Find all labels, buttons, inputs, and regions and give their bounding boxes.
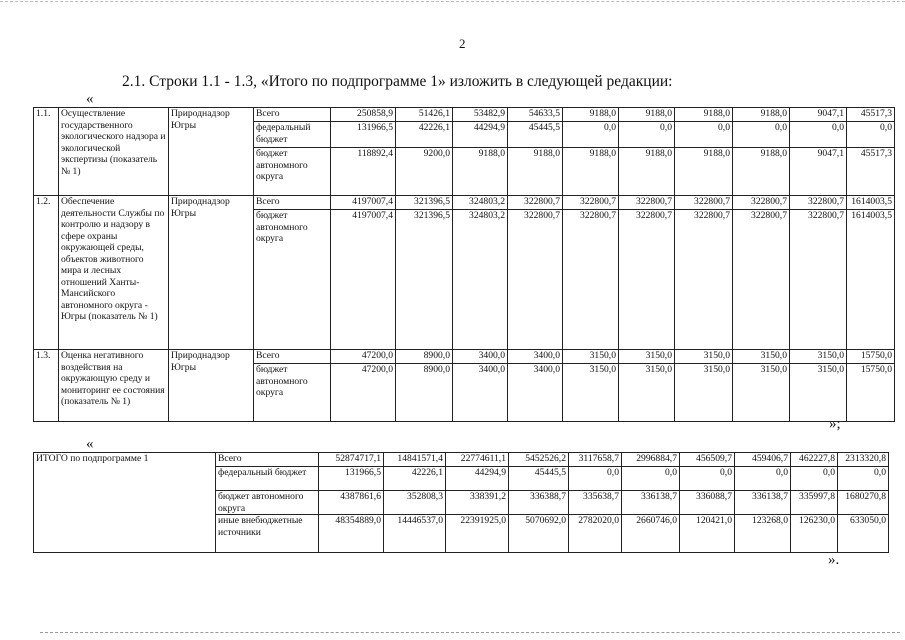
amount-cell: 51426,1 bbox=[396, 108, 453, 122]
total-table bbox=[33, 452, 889, 553]
amount-cell: 5070692,0 bbox=[509, 515, 569, 553]
amount-cell: 4197007,4 bbox=[331, 210, 396, 350]
row-name: Осуществление государственного экологического надзора и экологической экспертизы (показатель № 1) bbox=[59, 108, 169, 196]
close-quote-2: ». bbox=[828, 552, 840, 568]
open-quote-1: « bbox=[86, 91, 94, 107]
amount-cell: 1614003,5 bbox=[847, 210, 895, 350]
amount-cell: 131966,5 bbox=[319, 467, 384, 491]
amount-cell: 3400,0 bbox=[453, 364, 508, 422]
row-num: 1.2. bbox=[34, 196, 59, 350]
amount-cell: 322800,7 bbox=[619, 210, 675, 350]
program-rows-table bbox=[33, 107, 895, 422]
amount-cell: 5452526,2 bbox=[509, 453, 569, 467]
row-name: Обеспечение деятельности Службы по контролю и надзору в сфере охраны окружающей среды, объектов животного мира и лесных отношений Ханты-Мансийского автономного округа - Югры (показатель № 1) bbox=[59, 196, 169, 350]
amount-cell: 250858,9 bbox=[331, 108, 396, 122]
funding-source: федеральный бюджет bbox=[254, 122, 331, 148]
amount-cell: 3150,0 bbox=[790, 364, 847, 422]
amount-cell: 0,0 bbox=[619, 122, 675, 148]
funding-source: бюджет автономного округа bbox=[254, 364, 331, 422]
amount-cell: 118892,4 bbox=[331, 148, 396, 196]
amount-cell: 120421,0 bbox=[680, 515, 735, 553]
funding-source: федеральный бюджет bbox=[216, 467, 319, 491]
amount-cell: 9188,0 bbox=[675, 148, 733, 196]
amount-cell: 2782020,0 bbox=[569, 515, 622, 553]
amount-cell: 4387861,6 bbox=[319, 491, 384, 515]
amount-cell: 322800,7 bbox=[675, 210, 733, 350]
amount-cell: 322800,7 bbox=[563, 196, 619, 210]
amount-cell: 14841571,4 bbox=[384, 453, 446, 467]
amount-cell: 3150,0 bbox=[733, 364, 790, 422]
amount-cell: 2996884,7 bbox=[622, 453, 680, 467]
amount-cell: 459406,7 bbox=[735, 453, 791, 467]
amount-cell: 1614003,5 bbox=[847, 196, 895, 210]
amount-cell: 22774611,1 bbox=[446, 453, 509, 467]
amount-cell: 44294,9 bbox=[446, 467, 509, 491]
amount-cell: 3150,0 bbox=[675, 350, 733, 364]
amount-cell: 335997,8 bbox=[791, 491, 838, 515]
amount-cell: 9047,1 bbox=[790, 108, 847, 122]
table-row bbox=[34, 196, 895, 210]
funding-source: Всего bbox=[216, 453, 319, 467]
amount-cell: 0,0 bbox=[733, 122, 790, 148]
funding-source: Всего bbox=[254, 196, 331, 210]
amount-cell: 322800,7 bbox=[675, 196, 733, 210]
amount-cell: 0,0 bbox=[790, 122, 847, 148]
amount-cell: 3150,0 bbox=[619, 350, 675, 364]
funding-source: иные внебюджетные источники bbox=[216, 515, 319, 553]
amount-cell: 3400,0 bbox=[508, 364, 563, 422]
funding-source: Всего bbox=[254, 108, 331, 122]
amount-cell: 0,0 bbox=[680, 467, 735, 491]
table-row bbox=[34, 453, 889, 467]
amount-cell: 322800,7 bbox=[619, 196, 675, 210]
amount-cell: 322800,7 bbox=[733, 210, 790, 350]
page-number: 2 bbox=[459, 36, 466, 51]
funding-source: бюджет автономного округа bbox=[216, 491, 319, 515]
amount-cell: 336388,7 bbox=[509, 491, 569, 515]
amount-cell: 322800,7 bbox=[790, 210, 847, 350]
amount-cell: 9188,0 bbox=[733, 148, 790, 196]
amount-cell: 9188,0 bbox=[675, 108, 733, 122]
amount-cell: 9188,0 bbox=[619, 108, 675, 122]
amount-cell: 3150,0 bbox=[733, 350, 790, 364]
amount-cell: 462227,8 bbox=[791, 453, 838, 467]
amount-cell: 53482,9 bbox=[453, 108, 508, 122]
amount-cell: 322800,7 bbox=[508, 210, 563, 350]
amount-cell: 0,0 bbox=[569, 467, 622, 491]
amount-cell: 322800,7 bbox=[508, 196, 563, 210]
amount-cell: 336138,7 bbox=[735, 491, 791, 515]
amount-cell: 42226,1 bbox=[396, 122, 453, 148]
amount-cell: 42226,1 bbox=[384, 467, 446, 491]
scan-edge-top bbox=[0, 1, 905, 2]
total-label: ИТОГО по подпрограмме 1 bbox=[34, 453, 216, 553]
amount-cell: 22391925,0 bbox=[446, 515, 509, 553]
amount-cell: 45517,3 bbox=[847, 148, 895, 196]
funding-source: бюджет автономного округа bbox=[254, 210, 331, 350]
amount-cell: 633050,0 bbox=[838, 515, 889, 553]
amount-cell: 45517,3 bbox=[847, 108, 895, 122]
amount-cell: 9188,0 bbox=[619, 148, 675, 196]
section-heading: 2.1. Строки 1.1 - 1.3, «Итого по подпрограмме 1» изложить в следующей редакции: bbox=[122, 73, 673, 90]
amount-cell: 47200,0 bbox=[331, 364, 396, 422]
amount-cell: 47200,0 bbox=[331, 350, 396, 364]
row-executor: Природнадзор Югры bbox=[169, 196, 254, 350]
amount-cell: 322800,7 bbox=[790, 196, 847, 210]
amount-cell: 2313320,8 bbox=[838, 453, 889, 467]
amount-cell: 336138,7 bbox=[622, 491, 680, 515]
amount-cell: 52874717,1 bbox=[319, 453, 384, 467]
close-quote-1: »; bbox=[829, 416, 841, 432]
amount-cell: 0,0 bbox=[622, 467, 680, 491]
amount-cell: 324803,2 bbox=[453, 196, 508, 210]
amount-cell: 8900,0 bbox=[396, 364, 453, 422]
amount-cell: 9047,1 bbox=[790, 148, 847, 196]
amount-cell: 44294,9 bbox=[453, 122, 508, 148]
amount-cell: 3150,0 bbox=[619, 364, 675, 422]
funding-source: бюджет автономного округа bbox=[254, 148, 331, 196]
amount-cell: 0,0 bbox=[838, 467, 889, 491]
amount-cell: 131966,5 bbox=[331, 122, 396, 148]
amount-cell: 3150,0 bbox=[675, 364, 733, 422]
amount-cell: 54633,5 bbox=[508, 108, 563, 122]
amount-cell: 321396,5 bbox=[396, 210, 453, 350]
amount-cell: 324803,2 bbox=[453, 210, 508, 350]
amount-cell: 352808,3 bbox=[384, 491, 446, 515]
amount-cell: 48354889,0 bbox=[319, 515, 384, 553]
table-row bbox=[34, 350, 895, 364]
amount-cell: 9188,0 bbox=[563, 148, 619, 196]
amount-cell: 45445,5 bbox=[509, 467, 569, 491]
amount-cell: 0,0 bbox=[847, 122, 895, 148]
open-quote-2: « bbox=[86, 436, 94, 452]
amount-cell: 15750,0 bbox=[847, 350, 895, 364]
row-num: 1.1. bbox=[34, 108, 59, 196]
amount-cell: 8900,0 bbox=[396, 350, 453, 364]
amount-cell: 123268,0 bbox=[735, 515, 791, 553]
amount-cell: 15750,0 bbox=[847, 364, 895, 422]
amount-cell: 338391,2 bbox=[446, 491, 509, 515]
amount-cell: 9188,0 bbox=[563, 108, 619, 122]
amount-cell: 3117658,7 bbox=[569, 453, 622, 467]
amount-cell: 3150,0 bbox=[563, 350, 619, 364]
amount-cell: 3150,0 bbox=[790, 350, 847, 364]
amount-cell: 335638,7 bbox=[569, 491, 622, 515]
row-executor: Природнадзор Югры bbox=[169, 108, 254, 196]
table-row bbox=[34, 108, 895, 122]
funding-source: Всего bbox=[254, 350, 331, 364]
amount-cell: 14446537,0 bbox=[384, 515, 446, 553]
amount-cell: 2660746,0 bbox=[622, 515, 680, 553]
amount-cell: 1680270,8 bbox=[838, 491, 889, 515]
amount-cell: 0,0 bbox=[563, 122, 619, 148]
amount-cell: 0,0 bbox=[791, 467, 838, 491]
amount-cell: 0,0 bbox=[675, 122, 733, 148]
amount-cell: 336088,7 bbox=[680, 491, 735, 515]
amount-cell: 322800,7 bbox=[733, 196, 790, 210]
amount-cell: 9200,0 bbox=[396, 148, 453, 196]
row-name: Оценка негативного воздействия на окружающую среду и мониторинг ее состояния (показатель № 1) bbox=[59, 350, 169, 422]
amount-cell: 4197007,4 bbox=[331, 196, 396, 210]
scan-edge-bottom bbox=[40, 632, 900, 633]
row-num: 1.3. bbox=[34, 350, 59, 422]
amount-cell: 9188,0 bbox=[453, 148, 508, 196]
row-executor: Природнадзор Югры bbox=[169, 350, 254, 422]
amount-cell: 321396,5 bbox=[396, 196, 453, 210]
amount-cell: 0,0 bbox=[735, 467, 791, 491]
amount-cell: 45445,5 bbox=[508, 122, 563, 148]
amount-cell: 322800,7 bbox=[563, 210, 619, 350]
amount-cell: 3150,0 bbox=[563, 364, 619, 422]
amount-cell: 3400,0 bbox=[508, 350, 563, 364]
amount-cell: 9188,0 bbox=[733, 108, 790, 122]
amount-cell: 456509,7 bbox=[680, 453, 735, 467]
amount-cell: 126230,0 bbox=[791, 515, 838, 553]
amount-cell: 9188,0 bbox=[508, 148, 563, 196]
amount-cell: 3400,0 bbox=[453, 350, 508, 364]
